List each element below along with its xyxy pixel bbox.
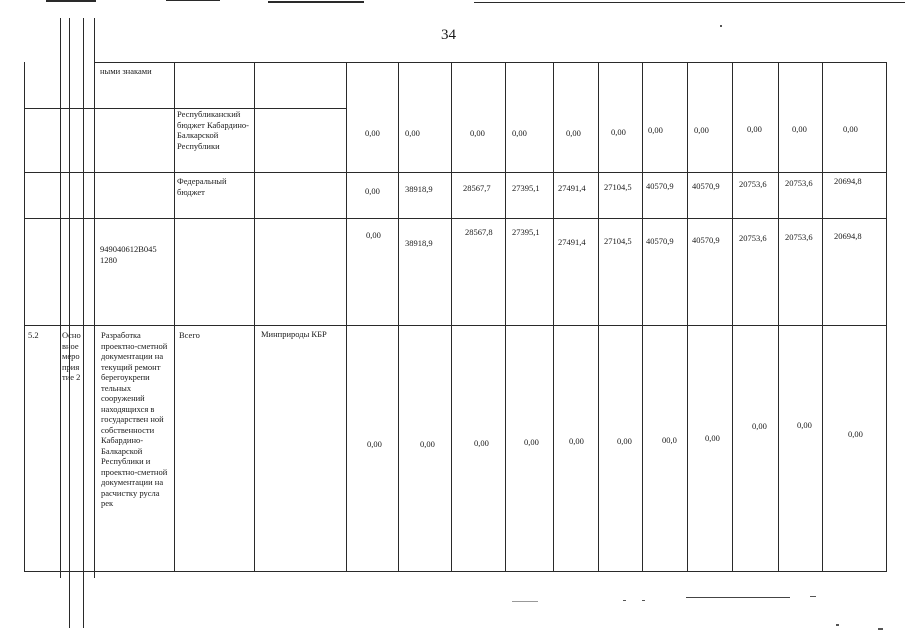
value-cell: 20694,8	[834, 231, 862, 241]
executor: Минприроды КБР	[261, 329, 327, 339]
value-cell: 27104,5	[604, 236, 632, 246]
value-cell: 0,00	[843, 124, 858, 134]
value-cell: 0,00	[405, 128, 420, 138]
col-line	[69, 18, 70, 628]
value-cell: 40570,9	[646, 181, 674, 191]
col-line	[822, 62, 823, 572]
value-cell: 20753,6	[739, 233, 767, 243]
continued-description: ными знаками	[100, 66, 152, 76]
item-type: Осно вное меро прия тие 2	[62, 330, 81, 382]
value-cell: 40570,9	[692, 181, 720, 191]
value-cell: 0,00	[366, 230, 381, 240]
col-line	[778, 62, 779, 572]
col-line	[451, 62, 452, 572]
value-cell: 0,00	[752, 421, 767, 431]
scan-mark	[268, 1, 364, 3]
funding-source-federal: Федеральный бюджет	[177, 176, 227, 197]
col-line	[83, 18, 84, 628]
row-line	[24, 108, 174, 109]
value-cell: 28567,8	[465, 227, 493, 237]
value-cell: 0,00	[365, 128, 380, 138]
value-cell: 27491,4	[558, 237, 586, 247]
value-cell: 0,00	[705, 433, 720, 443]
value-cell: 40570,9	[692, 235, 720, 245]
scan-speck	[720, 25, 722, 27]
row-line	[24, 325, 886, 326]
row-line	[24, 172, 886, 173]
col-line	[346, 62, 347, 572]
page-number: 34	[441, 27, 456, 43]
value-cell: 27104,5	[604, 182, 632, 192]
col-line	[886, 62, 887, 572]
scan-mark	[166, 0, 220, 1]
row-line	[24, 218, 886, 219]
value-cell: 27491,4	[558, 183, 586, 193]
value-cell: 38918,9	[405, 184, 433, 194]
funding-source-total: Всего	[179, 330, 200, 340]
scan-speck	[642, 600, 645, 601]
scan-speck	[512, 601, 538, 602]
col-line	[94, 18, 95, 578]
value-cell: 0,00	[365, 186, 380, 196]
value-cell: 20753,6	[785, 178, 813, 188]
col-line	[24, 62, 25, 572]
scan-speck	[623, 600, 626, 601]
value-cell: 0,00	[420, 439, 435, 449]
value-cell: 0,00	[617, 436, 632, 446]
value-cell: 0,00	[747, 124, 762, 134]
value-cell: 0,00	[792, 124, 807, 134]
scan-speck	[878, 628, 883, 630]
col-line	[553, 62, 554, 572]
col-line	[642, 62, 643, 572]
col-line	[174, 62, 175, 572]
col-line	[505, 62, 506, 572]
col-line	[60, 18, 61, 578]
row-line	[24, 571, 886, 572]
value-cell: 0,00	[611, 127, 626, 137]
value-cell: 0,00	[694, 125, 709, 135]
funding-source-republic: Республиканский бюджет Кабардино-Балкарской Республики	[177, 109, 250, 151]
row-line	[94, 62, 886, 63]
col-line	[598, 62, 599, 572]
value-cell: 0,00	[848, 429, 863, 439]
scan-mark	[46, 0, 96, 2]
value-cell: 27395,1	[512, 227, 540, 237]
value-cell: 0,00	[569, 436, 584, 446]
col-line	[254, 62, 255, 572]
scan-speck	[810, 596, 816, 597]
value-cell: 0,00	[566, 128, 581, 138]
col-line	[398, 62, 399, 572]
value-cell: 40570,9	[646, 236, 674, 246]
value-cell: 20753,6	[785, 232, 813, 242]
budget-code: 949040612B045 1280	[100, 244, 157, 265]
value-cell: 0,00	[648, 125, 663, 135]
value-cell: 0,00	[524, 437, 539, 447]
col-line	[687, 62, 688, 572]
value-cell: 0,00	[797, 420, 812, 430]
value-cell: 28567,7	[463, 183, 491, 193]
value-cell: 38918,9	[405, 238, 433, 248]
value-cell: 20753,6	[739, 179, 767, 189]
value-cell: 27395,1	[512, 183, 540, 193]
scan-mark	[474, 2, 905, 3]
scan-speck	[836, 624, 839, 626]
value-cell: 0,00	[470, 128, 485, 138]
col-line	[732, 62, 733, 572]
scan-mark	[686, 597, 790, 598]
item-description: Разработка проектно-сметной документации на текущий ремонт берегоукрепи тельных сооружений находящихся в государствен ной собственности Кабардино-Балкарской Республики и проектно-сметной документации на расчистку русла рек	[101, 330, 168, 508]
value-cell: 0,00	[512, 128, 527, 138]
value-cell: 00,0	[662, 435, 677, 445]
value-cell: 0,00	[367, 439, 382, 449]
item-number: 5.2	[28, 330, 39, 340]
value-cell: 20694,8	[834, 176, 862, 186]
value-cell: 0,00	[474, 438, 489, 448]
